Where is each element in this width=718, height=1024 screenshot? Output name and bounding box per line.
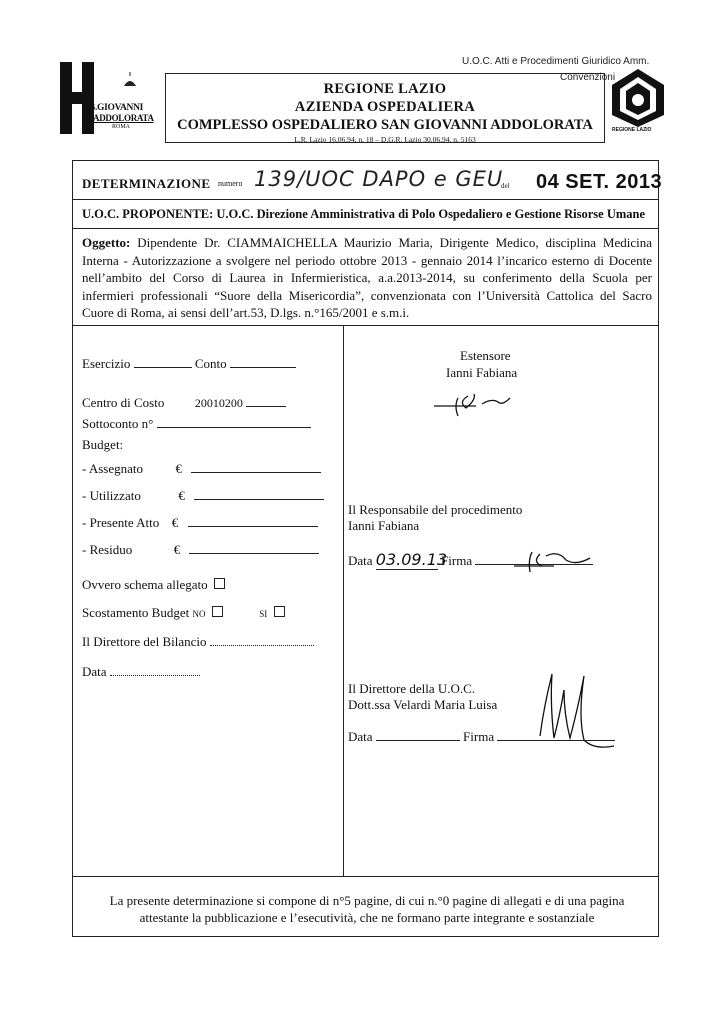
direttore-bilancio-field	[82, 634, 314, 650]
utilizzato-field	[82, 488, 324, 504]
sottoconto-line	[157, 427, 311, 428]
divider	[72, 876, 659, 877]
assegnato-field	[82, 461, 321, 477]
estensore-label: Estensore	[460, 348, 511, 363]
header-box	[165, 73, 605, 143]
data-line-left	[110, 675, 200, 676]
responsabile-label: Il Responsabile del procedimento	[348, 502, 523, 517]
presente-atto-field	[82, 515, 318, 531]
direttore-uoc-name: Dott.ssa Velardi Maria Luisa	[348, 697, 498, 712]
logo-text-2: ADDOLORATA	[93, 113, 154, 123]
assegnato-line	[191, 472, 321, 473]
oggetto-block	[82, 234, 652, 322]
scostamento-field	[82, 605, 285, 621]
direttore-date-line	[376, 740, 460, 741]
del-label: del	[501, 182, 510, 190]
scostamento-label: Scostamento Budget	[82, 605, 190, 620]
divider	[72, 228, 659, 229]
region-logo-caption: REGIONE LAZIO	[612, 127, 652, 133]
schema-checkbox[interactable]	[214, 578, 225, 589]
stamp-line-1: U.O.C. Atti e Procedimenti Giuridico Amm.	[462, 56, 650, 67]
no-checkbox[interactable]	[212, 606, 223, 617]
data-field-left	[82, 664, 200, 680]
centro-costo-line	[246, 406, 286, 407]
esercizio-label: Esercizio	[82, 356, 131, 371]
determinazione-label: DETERMINAZIONE	[82, 176, 211, 191]
logo-text-3: ROMA	[112, 124, 131, 130]
schema-field	[82, 577, 225, 593]
footer-line-2: attestante la pubblicazione e l’esecutività, che ne formano parte integrante e sostanziale	[139, 910, 595, 925]
conto-line	[230, 367, 296, 368]
no-label: NO	[192, 609, 206, 619]
direttore-bilancio-line	[210, 645, 314, 646]
direttore-firma-label: Firma	[463, 729, 495, 744]
centro-costo-value: 20010200	[194, 396, 243, 410]
data-label-left: Data	[82, 664, 107, 679]
responsabile-date-value: 03.09.13	[375, 550, 448, 569]
direttore-bilancio-label: Il Direttore del Bilancio	[82, 634, 207, 649]
estensore-signature	[424, 384, 544, 423]
presente-atto-label: - Presente Atto	[82, 515, 160, 530]
presente-atto-line	[188, 526, 318, 527]
determinazione-date: 04 SET. 2013	[536, 171, 663, 193]
proponente: U.O.C. PROPONENTE: U.O.C. Direzione Amministrativa di Polo Ospedaliero e Gestione Risorse Umane	[82, 207, 646, 221]
euro-sign: €	[178, 488, 185, 503]
footer-note	[82, 892, 652, 926]
footer-line-1: La presente determinazione si compone di n°5 pagine, di cui n.°0 pagine di allegati e di una pagina	[109, 893, 625, 908]
residuo-field	[82, 542, 319, 558]
logo-text-1: S.GIOVANNI	[90, 103, 144, 113]
azienda-title: AZIENDA OSPEDALIERA	[294, 99, 476, 115]
stamp-line-2: Convenzioni	[560, 72, 616, 83]
utilizzato-line	[194, 499, 324, 500]
direttore-date-label: Data	[348, 729, 373, 744]
assegnato-label: - Assegnato	[82, 461, 144, 476]
responsabile-firma-label: Firma	[441, 553, 473, 568]
hospital-logo	[60, 62, 162, 134]
determinazione-number: 139/UOC DAPO e GEU	[254, 167, 504, 191]
oggetto-label: Oggetto:	[82, 235, 131, 250]
utilizzato-label: - Utilizzato	[82, 488, 141, 503]
estensore-name: Ianni Fabiana	[446, 365, 518, 380]
esercizio-line	[134, 367, 192, 368]
residuo-label: - Residuo	[82, 542, 133, 557]
esercizio-field	[82, 356, 296, 372]
centro-costo-label: Centro di Costo	[82, 395, 165, 410]
sottoconto-field	[82, 416, 311, 432]
column-divider	[343, 325, 344, 876]
schema-label: Ovvero schema allegato	[82, 577, 208, 592]
centro-costo-field	[82, 395, 286, 411]
responsabile-date-label: Data	[348, 553, 373, 568]
responsabile-signature	[510, 540, 620, 579]
si-checkbox[interactable]	[274, 606, 285, 617]
direttore-signature	[530, 662, 640, 759]
region-title: REGIONE LAZIO	[323, 81, 447, 97]
responsabile-name: Ianni Fabiana	[348, 518, 420, 533]
euro-sign: €	[173, 542, 181, 557]
oggetto-text: Dipendente Dr. CIAMMAICHELLA Maurizio Maria, Dirigente Medico, disciplina Medicina Interna - Autorizzazione a svolgere nel periodo ottobre 2013 - gennaio 2014 l’incarico esterno di Docente nell’ambito del Corso di Laurea in Infermieristica, a.a.2013-2014, su conferimento della Scuola per infermieri professionali “Suore della Misericordia”, convenzionata con l’Università Cattolica del Sacro Cuore di Roma, ai sensi dell’art.53, D.lgs. n.°165/2001 e s.m.i.	[82, 235, 653, 321]
euro-sign: €	[171, 515, 179, 530]
divider	[72, 325, 659, 326]
euro-sign: €	[175, 461, 183, 476]
sottoconto-label: Sottoconto n°	[82, 416, 154, 431]
law-reference: L.R. Lazio 16.06.94, n. 18 – D.G.R. Lazio 30.06.94, n. 5163	[294, 135, 476, 144]
regione-lazio-logo	[606, 63, 670, 133]
numero-label: numero	[218, 179, 243, 188]
budget-label: Budget:	[82, 437, 124, 452]
si-label: SI	[259, 609, 268, 619]
conto-label: Conto	[194, 356, 227, 371]
residuo-line	[189, 553, 319, 554]
direttore-uoc-label: Il Direttore della U.O.C.	[348, 681, 476, 696]
complesso-title: COMPLESSO OSPEDALIERO SAN GIOVANNI ADDOLORATA	[177, 117, 593, 133]
